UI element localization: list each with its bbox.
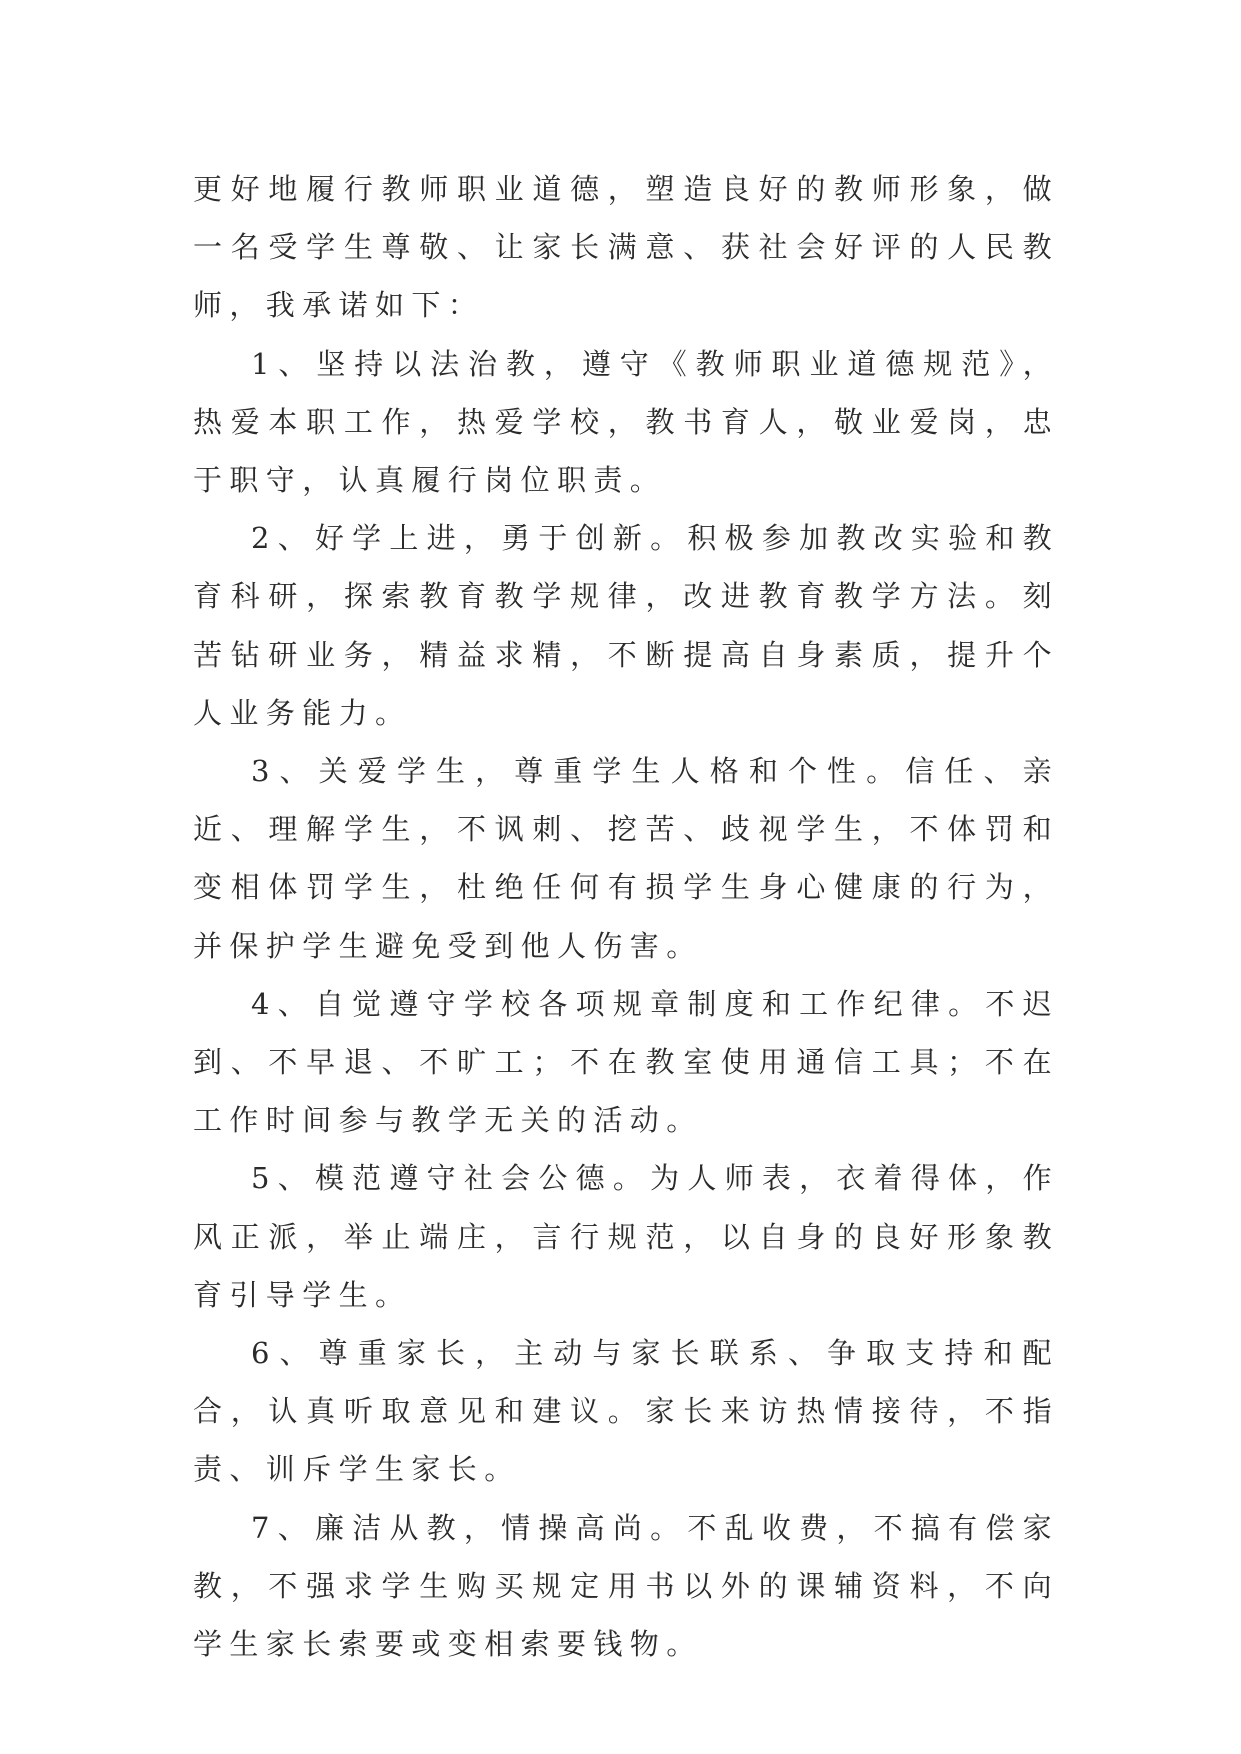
paragraph-item-1: 1、坚持以法治教，遵守《教师职业道德规范》，热爱本职工作，热爱学校，教书育人，敬业爱岗，忠于职守，认真履行岗位职责。 — [193, 346, 1059, 498]
paragraph-item-3: 3、关爱学生，尊重学生人格和个性。信任、亲近、理解学生，不讽刺、挖苦、歧视学生，不体罚和变相体罚学生，杜绝任何有损学生身心健康的行为，并保护学生避免受到他人伤害。 — [193, 754, 1059, 963]
document-body — [193, 160, 1059, 1673]
paragraph-item-6: 6、尊重家长，主动与家长联系、争取支持和配合，认真听取意见和建议。家长来访热情接待，不指责、训斥学生家长。 — [193, 1336, 1059, 1487]
paragraph-item-5: 5、模范遵守社会公德。为人师表，衣着得体，作风正派，举止端庄，言行规范，以自身的良好形象教育引导学生。 — [193, 1161, 1059, 1312]
paragraph-item-2: 2、好学上进，勇于创新。积极参加教改实验和教育科研，探索教育教学规律，改进教育教学方法。刻苦钻研业务，精益求精，不断提高自身素质，提升个人业务能力。 — [193, 521, 1059, 730]
paragraph-item-7: 7、廉洁从教，情操高尚。不乱收费，不搞有偿家教，不强求学生购买规定用书以外的课辅资料，不向学生家长索要或变相索要钱物。 — [193, 1510, 1059, 1662]
paragraph-item-4: 4、自觉遵守学校各项规章制度和工作纪律。不迟到、不早退、不旷工；不在教室使用通信工具；不在工作时间参与教学无关的活动。 — [193, 986, 1059, 1138]
paragraph-intro-continuation: 更好地履行教师职业道德，塑造良好的教师形象，做一名受学生尊敬、让家长满意、获社会好评的人民教师，我承诺如下： — [193, 172, 1059, 323]
